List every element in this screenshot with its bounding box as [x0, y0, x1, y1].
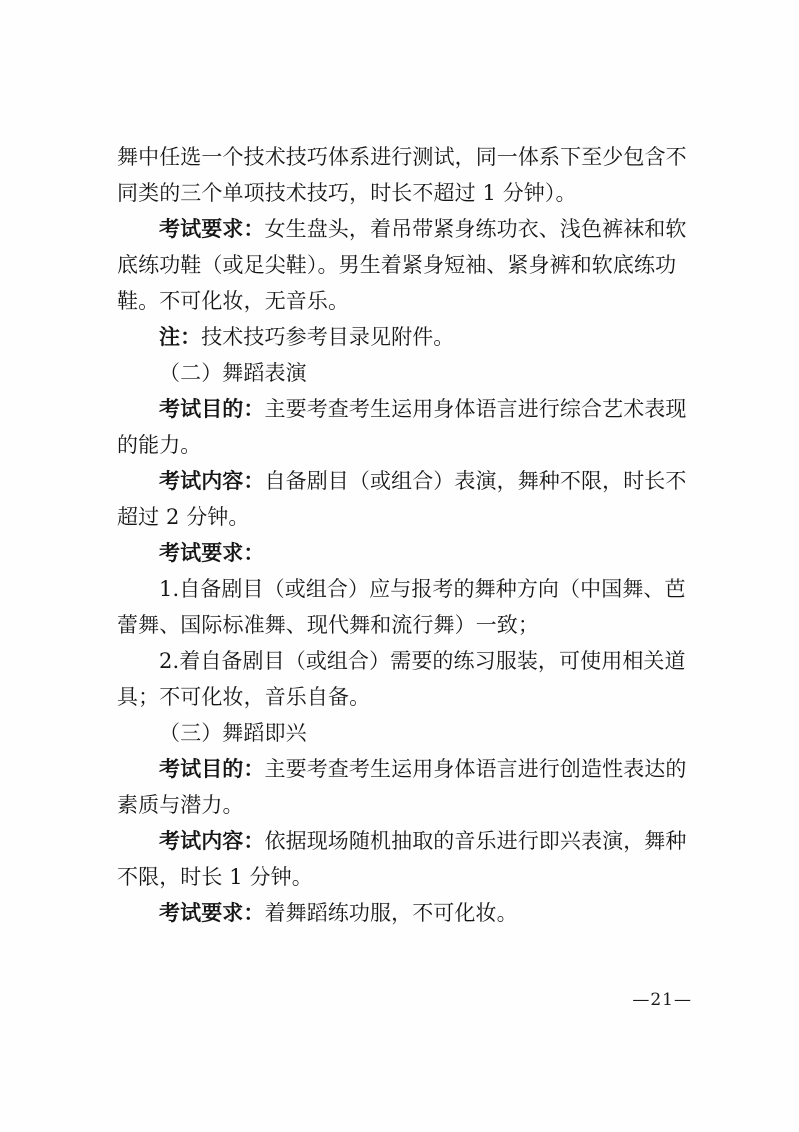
text-line: 的能力。	[117, 433, 202, 457]
bold-label: 考试要求：	[159, 540, 265, 565]
text-line: 蕾舞、国际标准舞、现代舞和流行舞）一致；	[117, 613, 539, 637]
text-line: 考试目的：主要考查考生运用身体语言进行综合艺术表现	[159, 396, 687, 421]
bold-label: 注：	[159, 324, 202, 349]
text-line: 同类的三个单项技术技巧，时长不超过 1 分钟）。	[117, 181, 577, 205]
text-line: 考试内容：自备剧目（或组合）表演，舞种不限，时长不	[159, 468, 687, 493]
bold-label: 考试目的：	[159, 396, 265, 421]
text-line: 鞋。不可化妆，无音乐。	[117, 289, 350, 313]
text-line: 考试目的：主要考查考生运用身体语言进行创造性表达的	[159, 756, 687, 781]
bold-label: 考试目的：	[159, 756, 265, 781]
text-line: 素质与潜力。	[117, 793, 244, 817]
text-line: 具；不可化妆，音乐自备。	[117, 685, 371, 709]
text-line: 2.着自备剧目（或组合）需要的练习服装，可使用相关道	[159, 649, 686, 673]
text-line: 考试要求：女生盘头，着吊带紧身练功衣、浅色裤袜和软	[159, 216, 687, 241]
page-number: —21—	[632, 990, 692, 1010]
text-line: 考试要求：着舞蹈练功服，不可化妆。	[159, 900, 518, 925]
bold-label: 考试内容：	[159, 468, 265, 493]
text-line: 注：技术技巧参考目录见附件。	[159, 324, 455, 349]
text-line: 底练功鞋（或足尖鞋）。男生着紧身短袖、紧身裤和软底练功	[117, 253, 677, 277]
text-line: 1.自备剧目（或组合）应与报考的舞种方向（中国舞、芭	[159, 577, 686, 601]
bold-label: 考试要求：	[159, 216, 265, 241]
document-body	[117, 139, 687, 931]
text-line	[117, 535, 687, 571]
bold-label: 考试要求：	[159, 900, 265, 925]
text-line: 不限，时长 1 分钟。	[117, 865, 313, 889]
text-line: （三）舞蹈即兴	[159, 721, 307, 745]
text-line: 超过 2 分钟。	[117, 505, 250, 529]
text-line: 考试内容：依据现场随机抽取的音乐进行即兴表演，舞种	[159, 828, 687, 853]
text-line: （二）舞蹈表演	[159, 361, 307, 385]
bold-label: 考试内容：	[159, 828, 265, 853]
text-line: 舞中任选一个技术技巧体系进行测试，同一体系下至少包含不	[117, 145, 687, 169]
